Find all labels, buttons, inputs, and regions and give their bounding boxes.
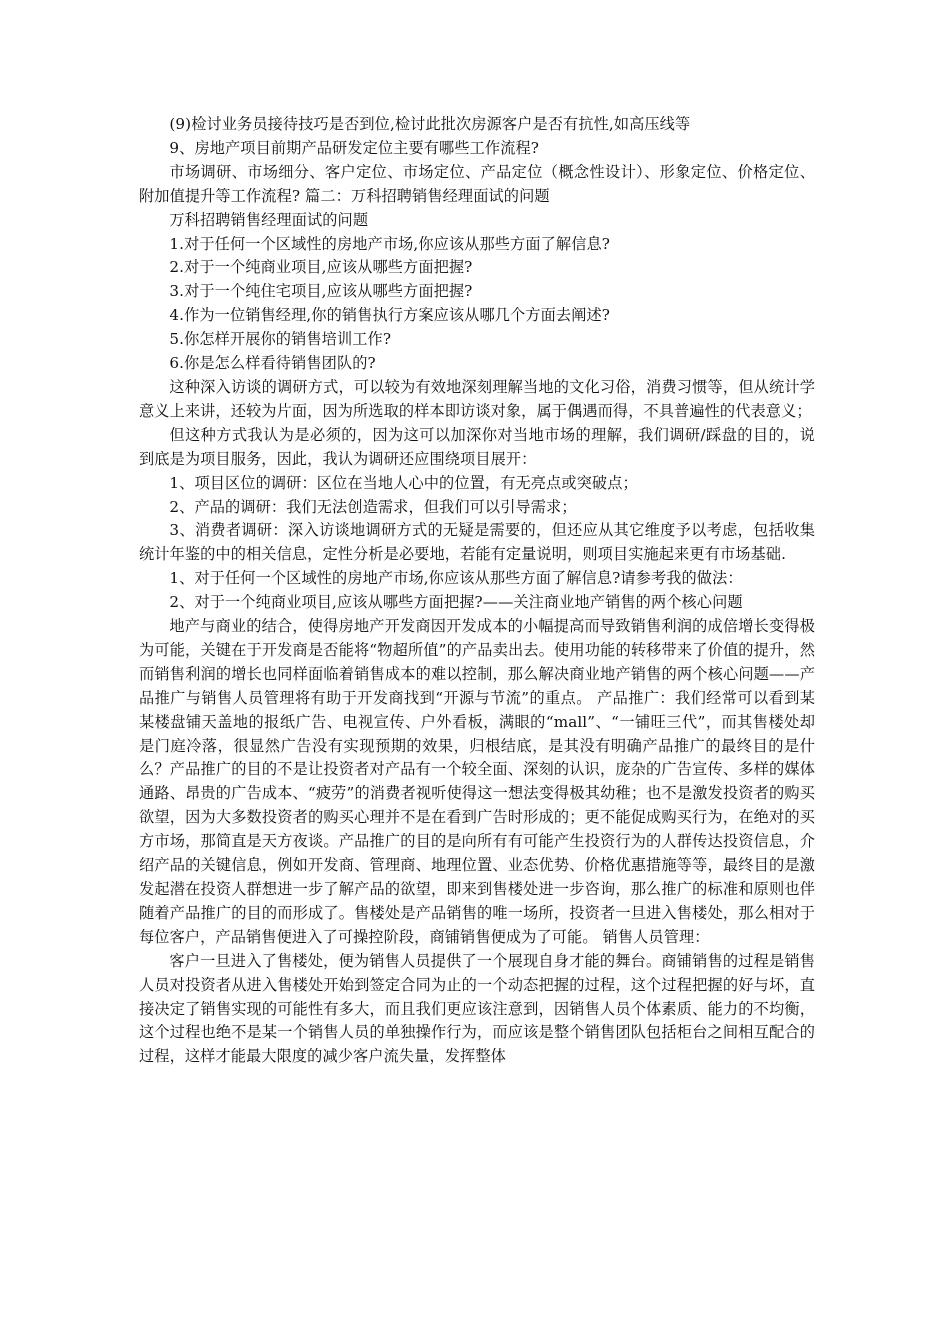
paragraph-interview-question-3: 3.对于一个纯住宅项目,应该从哪些方面把握? (169, 282, 473, 301)
paragraph-answer-1-heading: 1、对于任何一个区域性的房地产市场,你应该从那些方面了解信息?请参考我的做法： (169, 569, 743, 588)
paragraph-interview-question-2: 2.对于一个纯商业项目,应该从哪些方面把握? (169, 258, 473, 277)
paragraph-consumer-research: 3、消费者调研：深入访谈地调研方式的无疑是需要的，但还应从其它维度予以考虑，包括收集统计年鉴的中的相关信息，定性分析是必要地，若能有定量说明，则项目实施起来更有市场基础. (139, 521, 815, 564)
paragraph-question-9: 9、房地产项目前期产品研发定位主要有哪些工作流程? (169, 138, 540, 157)
paragraph-interview-question-1: 1.对于任何一个区域性的房地产市场,你应该从那些方面了解信息? (169, 234, 611, 253)
paragraph-interview-question-5: 5.你怎样开展你的销售培训工作? (169, 330, 392, 349)
document-body (139, 113, 815, 1069)
paragraph-interview-question-6: 6.你是怎么样看待销售团队的? (169, 354, 376, 373)
paragraph-workflow-answer: 市场调研、市场细分、客户定位、市场定位、产品定位（概念性设计）、形象定位、价格定位、附加值提升等工作流程? 篇二：万科招聘销售经理面试的问题 (139, 162, 815, 205)
paragraph-research-purpose: 但这种方式我认为是必须的，因为这可以加深你对当地市场的理解，我们调研/踩盘的目的，说到底是为项目服务，因此，我认为调研还应围绕项目展开： (139, 425, 815, 468)
paragraph-section-title: 万科招聘销售经理面试的问题 (169, 210, 369, 229)
paragraph-product-research: 2、产品的调研：我们无法创造需求，但我们可以引导需求； (169, 497, 577, 516)
paragraph-answer-2-heading: 2、对于一个纯商业项目,应该从哪些方面把握?——关注商业地产销售的两个核心问题 (169, 593, 743, 612)
paragraph-product-promotion: 地产与商业的结合，使得房地产开发商因开发成本的小幅提高而导致销售利润的成倍增长变得极为可能，关键在于开发商是否能将“物超所值”的产品卖出去。使用功能的转移带来了价值的提升，然而销售利润的增长也同样面临着销售成本的难以控制，那么解决商业地产销售的两个核心问题——产品推广与销售人员管理将有助于开发商找到“开源与节流”的重点。 产品推广：我们经常可以看到某某楼盘铺天盖地的报纸广告、电视宣传、户外看板，满眼的“mall”、“一铺旺三代”，而其售楼处却是门庭冷落，很显然广告没有实现预期的效果，归根结底，是其没有明确产品推广的最终目的是什么？产品推广的目的不是让投资者对产品有一个较全面、深刻的认识，庞杂的广告宣传、多样的媒体通路、昂贵的广告成本、“疲劳”的消费者视听使得这一想法变得极其幼稚；也不是激发投资者的购买欲望，因为大多数投资者的购买心理并不是在看到广告时形成的；更不能促成购买行为，在绝对的买方市场，那简直是天方夜谈。产品推广的目的是向所有有可能产生投资行为的人群传达投资信息，介绍产品的关键信息，例如开发商、管理商、地理位置、业态优势、价格优惠措施等等，最终目的是激发起潜在投资人群想进一步了解产品的欲望，即来到售楼处进一步咨询，那么推广的标准和原则也伴随着产品推广的目的而形成了。售楼处是产品销售的唯一场所，投资者一旦进入售楼处，那么相对于每位客户，产品销售便进入了可操控阶段，商铺销售便成为了可能。 销售人员管理： (139, 617, 815, 946)
paragraph-location-research: 1、项目区位的调研：区位在当地人心中的位置，有无亮点或突破点； (169, 473, 638, 492)
paragraph-sales-staff-management: 客户一旦进入了售楼处，便为销售人员提供了一个展现自身才能的舞台。商铺销售的过程是销售人员对投资者从进入售楼处开始到签定合同为止的一个动态把握的过程，这个过程把握的好与坏，直接决定了销售实现的可能性有多大，而且我们更应该注意到，因销售人员个体素质、能力的不均衡，这个过程也绝不是某一个销售人员的单独操作行为，而应该是整个销售团队包括柜台之间相互配合的过程，这样才能最大限度的减少客户流失量，发挥整体 (139, 951, 815, 1066)
paragraph-interview-method: 这种深入访谈的调研方式，可以较为有效地深刻理解当地的文化习俗，消费习惯等，但从统计学意义上来讲，还较为片面，因为所选取的样本即访谈对象，属于偶遇而得，不具普遍性的代表意义； (139, 377, 815, 420)
paragraph-interview-question-4: 4.作为一位销售经理,你的销售执行方案应该从哪几个方面去阐述? (169, 306, 611, 325)
paragraph-inspection-item: (9)检讨业务员接待技巧是否到位,检讨此批次房源客户是否有抗性,如高压线等 (169, 115, 691, 133)
